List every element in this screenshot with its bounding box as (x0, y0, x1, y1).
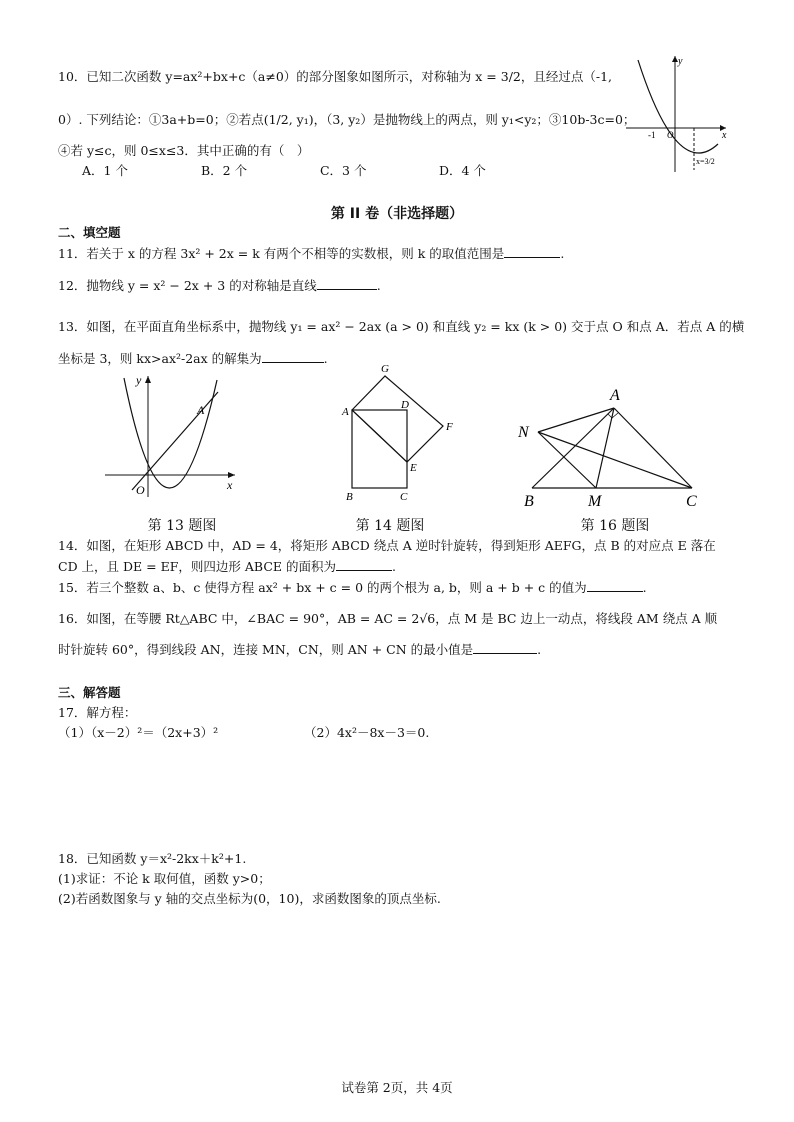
fig13-label-o: O (136, 483, 145, 497)
q13-line2 (58, 350, 328, 368)
fig14-label-c: C (400, 491, 408, 503)
q15 (58, 579, 647, 597)
q14-line2 (58, 558, 396, 576)
q18-title: 18．已知函数 y＝x²-2kx＋k²+1. (58, 851, 247, 866)
q10-option-b[interactable]: B．2 个 (200, 163, 248, 178)
q11-answer-blank[interactable] (504, 245, 560, 258)
fig16-label-b: B (524, 493, 534, 510)
fig14-label-a: A (342, 406, 349, 418)
fig16-label-a: A (610, 387, 620, 404)
q17-title: 17．解方程： (58, 705, 137, 720)
q17-part2: （2）4x²－8x－3＝0. (304, 725, 430, 740)
q16-period: . (537, 642, 542, 657)
q10-parabola-graph (622, 52, 732, 177)
page-footer: 试卷第 2页，共 4页 (341, 1080, 453, 1095)
fig16-label-n: N (518, 424, 529, 441)
q10-options (82, 162, 554, 180)
q10-label-y: y (678, 56, 683, 67)
fig14-label-f: F (446, 421, 453, 433)
q13-text: 坐标是 3，则 kx>ax²-2ax 的解集为 (58, 351, 262, 366)
section-fill-title: 二、填空题 (58, 225, 121, 240)
fig14-rect-abcd (352, 410, 407, 488)
q10-label-o: O (667, 130, 674, 140)
fig14-graph (335, 358, 465, 503)
q10-line2: 0）. 下列结论：①3a+b=0；②若点(1/2, y₁)，（3, y₂）是抛物线上的两点，则 y₁<y₂；③10b-3c=0； (58, 112, 636, 127)
fig13-parabola (124, 378, 217, 488)
fig14-caption: 第 14 题图 (355, 518, 425, 534)
q10-line1: 10．已知二次函数 y=ax²+bx+c（a≠0）的部分图象如图所示，对称轴为 x = 3/2，且经过点（-1, (58, 69, 613, 84)
q16-line1: 16．如图，在等腰 Rt△ABC 中，∠BAC = 90°，AB = AC = 2√6，点 M 是 BC 边上一动点，将线段 AM 绕点 A 顺 (58, 611, 718, 626)
q11-text: 11．若关于 x 的方程 3x² + 2x = k 有两个不相等的实数根，则 k 的取值范围是 (58, 246, 505, 261)
q10-option-a[interactable]: A．1 个 (82, 163, 128, 178)
fig16-label-m: M (588, 493, 602, 510)
q11 (58, 245, 564, 263)
q11-period: . (560, 246, 565, 261)
q10-line3: ④若 y≤c，则 0≤x≤3．其中正确的有（ ） (58, 143, 310, 158)
q10-label-x: x (722, 130, 727, 141)
q14-period: . (391, 559, 396, 574)
section-solve-title: 三、解答题 (58, 685, 121, 700)
q10-label-neg1: -1 (648, 130, 656, 140)
fig14-line-ae (352, 410, 407, 462)
fig16-seg-an (538, 408, 614, 432)
q13-period: . (323, 351, 328, 366)
fig13-label-y: y (136, 373, 142, 387)
fig16-seg-mn (538, 432, 596, 488)
q10-label-axis: x=3/2 (696, 157, 715, 166)
q14-text: CD 上，且 DE = EF，则四边形 ABCE 的面积为 (58, 559, 336, 574)
fig13-label-a: A (197, 403, 205, 417)
q12-answer-blank[interactable] (317, 277, 377, 290)
fig14-rect-aefg (352, 376, 443, 462)
fig16-seg-ac (614, 408, 692, 488)
fig16-seg-ab (532, 408, 614, 488)
fig14-label-e: E (410, 462, 417, 474)
section2-title: 第 II 卷（非选择题） (330, 206, 464, 222)
q16-answer-blank[interactable] (473, 641, 537, 654)
fig14-label-d: D (401, 399, 409, 411)
fig13-caption: 第 13 题图 (147, 518, 217, 534)
fig16-seg-am (596, 408, 614, 488)
fig16-graph (510, 380, 710, 510)
q10-option-d[interactable]: D．4 个 (438, 163, 486, 178)
q15-text: 15．若三个整数 a、b、c 使得方程 ax² + bx + c = 0 的两个根为 a, b，则 a + b + c 的值为 (58, 580, 587, 595)
fig16-label-c: C (686, 493, 697, 510)
q14-line1: 14．如图，在矩形 ABCD 中，AD = 4，将矩形 ABCD 绕点 A 逆时针旋转，得到矩形 AEFG，点 B 的对应点 E 落在 (58, 538, 716, 553)
q18-part1: (1)求证：不论 k 取何值，函数 y>0； (58, 871, 271, 886)
q12 (58, 277, 381, 295)
fig13-label-x: x (227, 478, 233, 492)
fig16-caption: 第 16 题图 (580, 518, 650, 534)
fig13-graph (100, 372, 240, 502)
q12-text: 12．抛物线 y = x² − 2x + 3 的对称轴是直线 (58, 278, 317, 293)
q16-line2 (58, 641, 541, 659)
fig14-label-g: G (381, 363, 389, 375)
q18-part2: (2)若函数图象与 y 轴的交点坐标为(0，10)，求函数图象的顶点坐标. (58, 891, 441, 906)
q14-answer-blank[interactable] (336, 558, 392, 571)
q15-period: . (642, 580, 647, 595)
q16-text: 时针旋转 60°，得到线段 AN，连接 MN，CN，则 AN + CN 的最小值是 (58, 642, 474, 657)
q13-line1: 13．如图，在平面直角坐标系中，抛物线 y₁ = ax² − 2ax (a > 0) 和直线 y₂ = kx (k > 0) 交于点 O 和点 A．若点 A 的横 (58, 319, 745, 334)
q12-period: . (376, 278, 381, 293)
q10-option-c[interactable]: C．3 个 (319, 163, 367, 178)
q17-part1: （1）（x－2）²＝（2x+3）² (58, 725, 219, 740)
fig14-label-b: B (346, 491, 353, 503)
q13-answer-blank[interactable] (262, 350, 324, 363)
q15-answer-blank[interactable] (587, 579, 643, 592)
